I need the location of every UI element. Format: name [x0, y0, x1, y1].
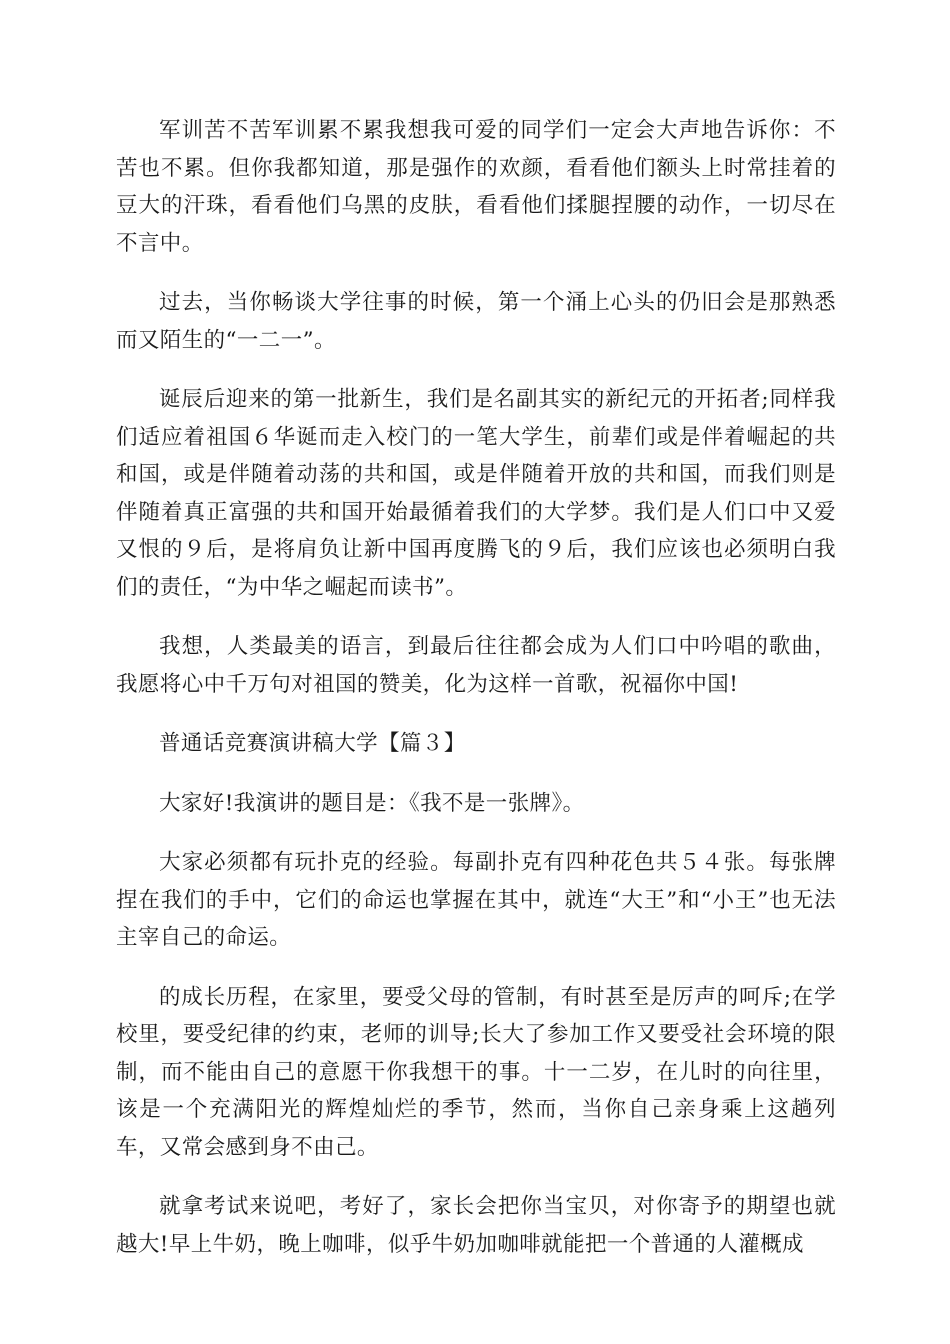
section-heading: 普通话竞赛演讲稿大学【篇３】	[159, 731, 466, 756]
document-page	[116, 112, 836, 1285]
paragraph-exams: 就拿考试来说吧，考好了，家长会把你当宝贝，对你寄予的期望也就越大!早上牛奶，晚上咖啡，似乎牛奶加咖啡就能把一个普通的人灌概成	[116, 1194, 836, 1257]
paragraph-growing-up: 的成长历程，在家里，要受父母的管制，有时甚至是厉声的呵斥;在学校里，要受纪律的约束，老师的训导;长大了参加工作又要受社会环境的限制，而不能由自己的意愿干你我想干的事。十一二岁，在儿时的向往里，该是一个充满阳光的辉煌灿烂的季节，然而，当你自己亲身乘上这趟列车，又常会感到身不由己。	[116, 984, 836, 1160]
paragraph-university-memories: 过去，当你畅谈大学往事的时候，第一个涌上心头的仍旧会是那熟悉而又陌生的“一二一”。	[116, 290, 836, 353]
speech-greeting: 大家好!我演讲的题目是：《我不是一张牌》。	[159, 790, 585, 816]
paragraph-playing-cards: 大家必须都有玩扑克的经验。每副扑克有四种花色共５４张。每张牌捏在我们的手中，它们的命运也掌握在其中，就连“大王”和“小王”也无法主宰自己的命运。	[116, 850, 836, 950]
paragraph-song-for-china: 我想，人类最美的语言，到最后往往都会成为人们口中吟唱的歌曲，我愿将心中千万句对祖国的赞美，化为这样一首歌，祝福你中国!	[116, 634, 836, 697]
paragraph-military-training: 军训苦不苦军训累不累我想我可爱的同学们一定会大声地告诉你：不苦也不累。但你我都知道，那是强作的欢颜，看看他们额头上时常挂着的豆大的汗珠，看看他们乌黑的皮肤，看看他们揉腿捏腰的动作，一切尽在不言中。	[116, 118, 836, 256]
paragraph-new-students: 诞辰后迎来的第一批新生，我们是名副其实的新纪元的开拓者;同样我们适应着祖国６华诞而走入校门的一笔大学生，前辈们或是伴着崛起的共和国，或是伴随着动荡的共和国，或是伴随着开放的共和国，而我们则是伴随着真正富强的共和国开始最循着我们的大学梦。我们是人们口中又爱又恨的９后，是将肩负让新中国再度腾飞的９后，我们应该也必须明白我们的责任，“为中华之崛起而读书”。	[116, 387, 836, 600]
